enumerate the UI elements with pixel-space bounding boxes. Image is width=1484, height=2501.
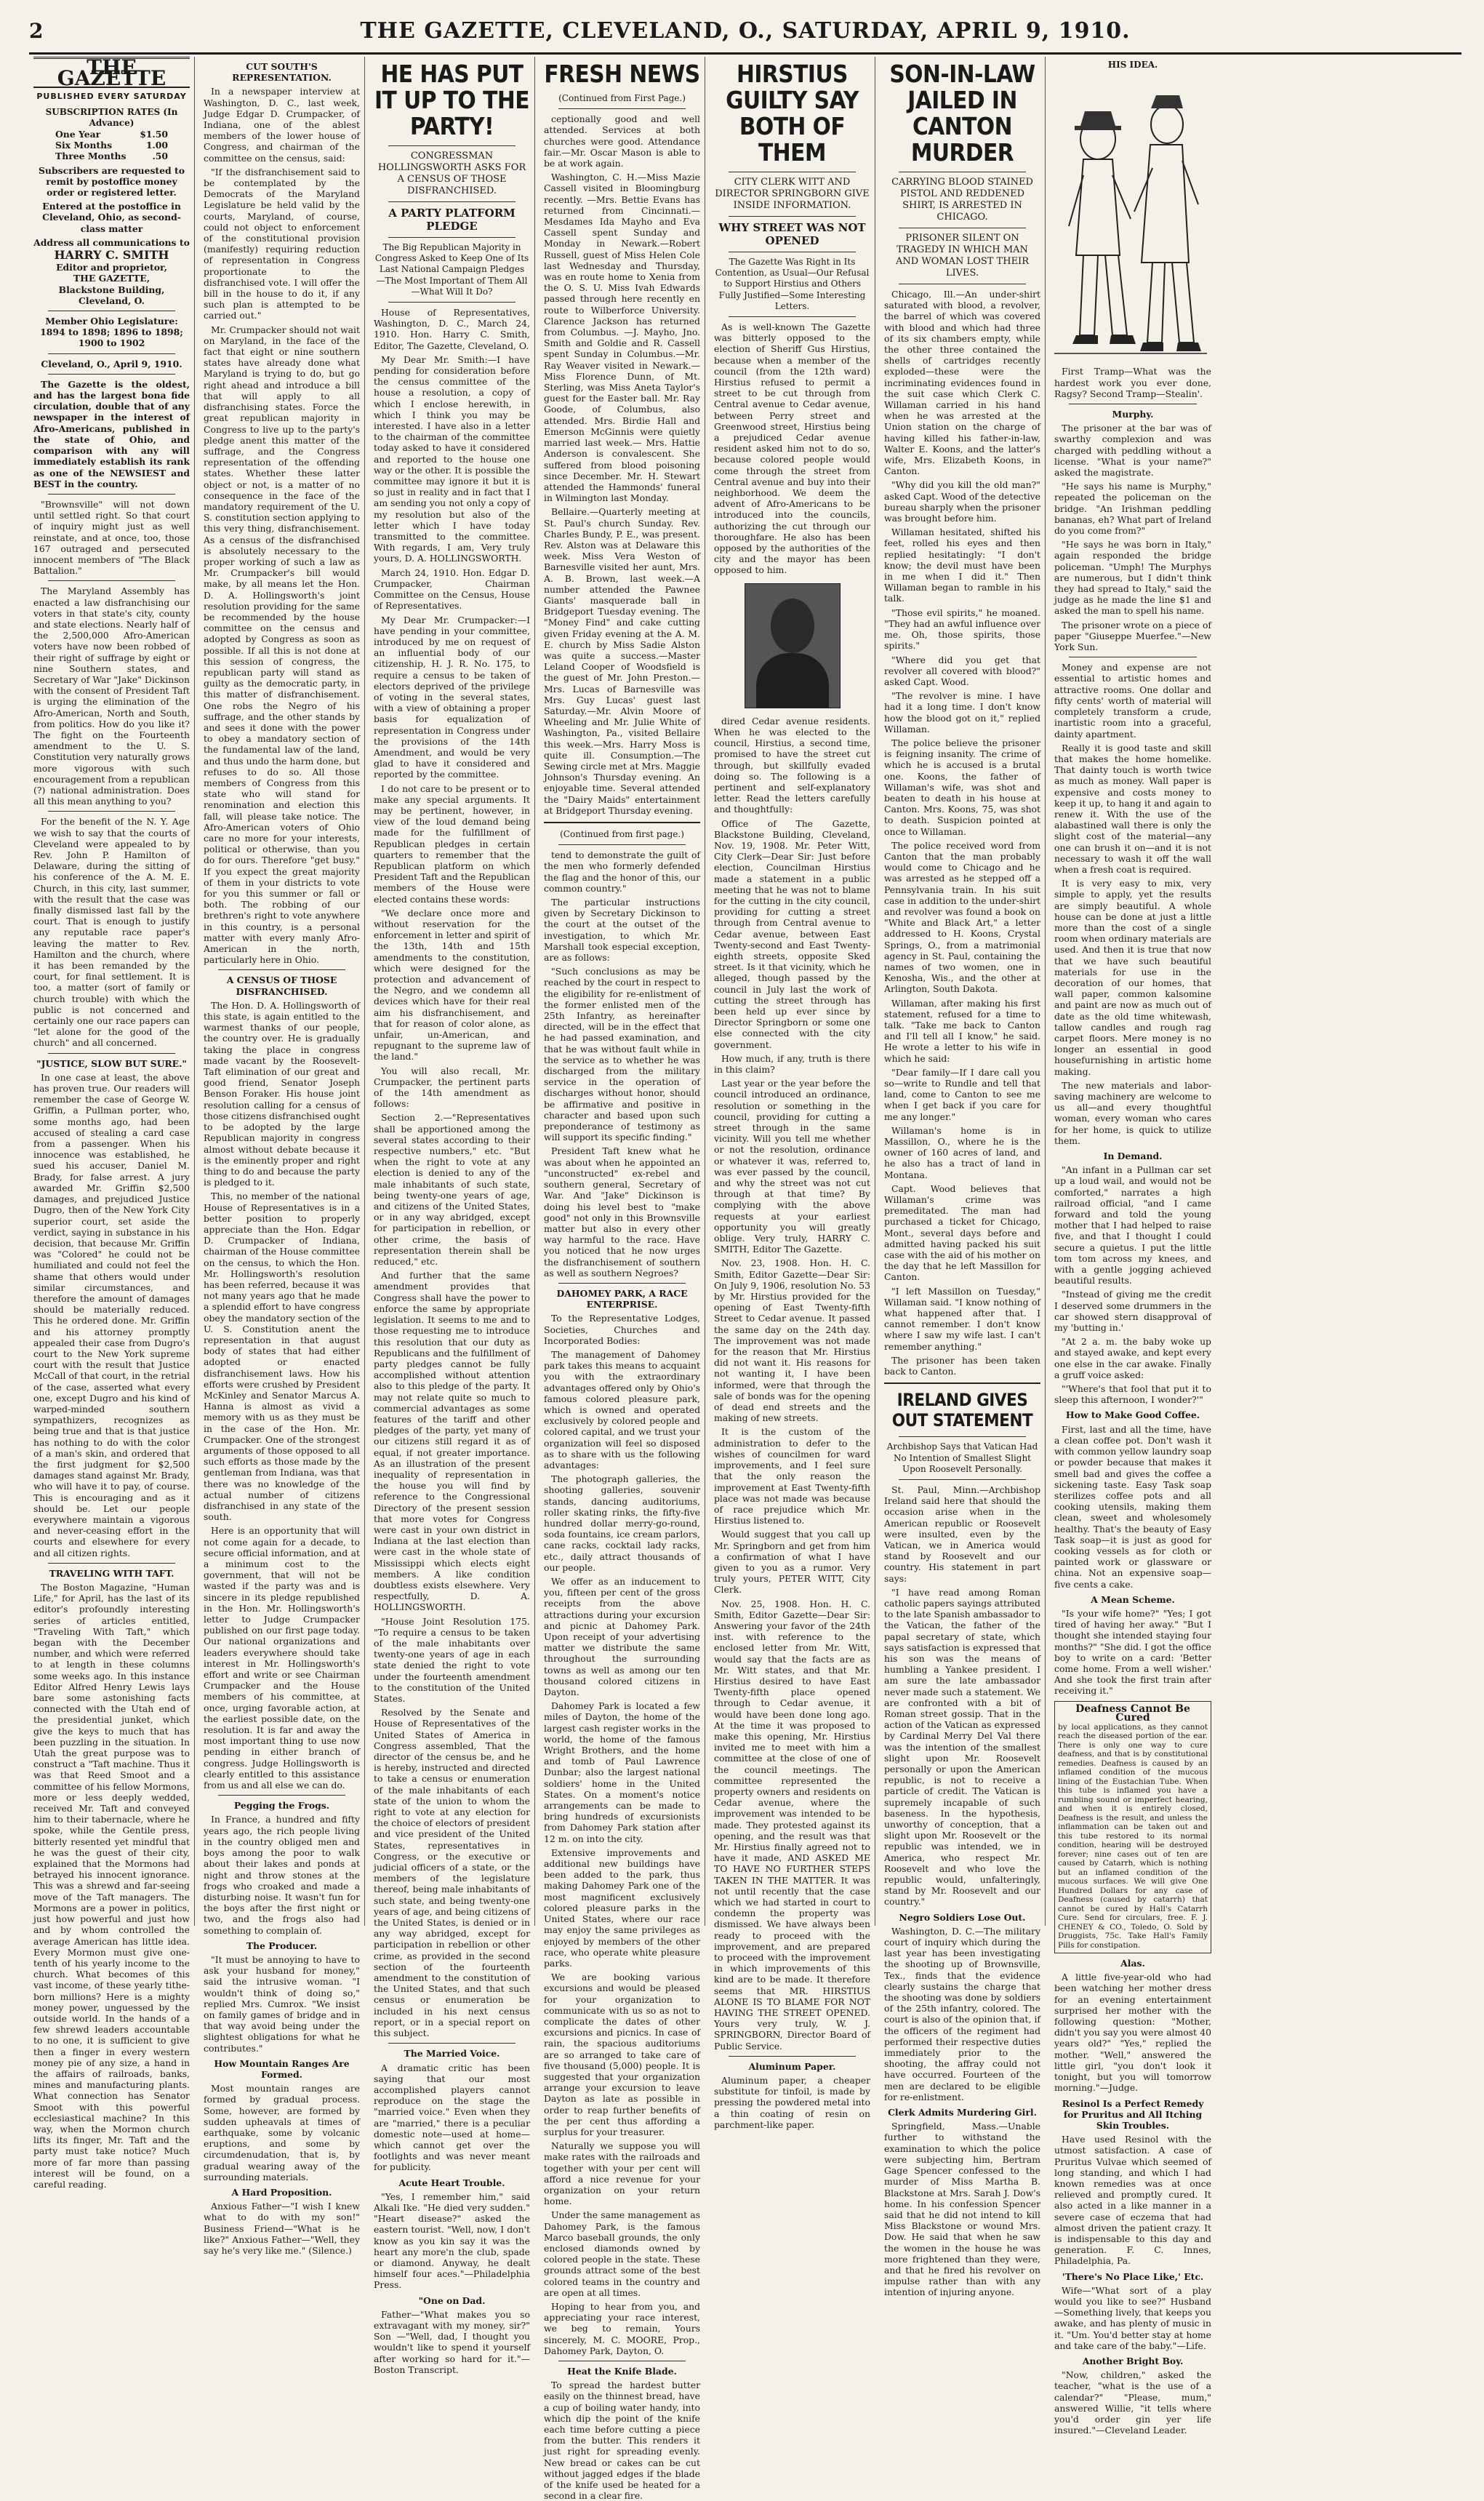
- paragraph: Aluminum paper, a cheaper substitute for tinfoil, is made by pressing the powdered metal into a thin coating of resin on parchment-like paper.: [714, 2075, 870, 2130]
- paragraph: House of Representatives, Washington, D. C., March 24, 1910. Hon. Harry C. Smith, Editor, The Gazette, Cleveland, O.: [374, 307, 530, 351]
- rates-title: SUBSCRIPTION RATES (In Advance): [45, 106, 178, 128]
- section-heading: Murphy.: [1112, 409, 1154, 420]
- paragraph: dired Cedar avenue residents. When he was elected to the council, Hirstius, a second time, promised to have the street cut through, but skillfully evaded doing so. The following is a pertinent and self-explanatory letter. Read the letters carefully and thoughtfully:: [714, 715, 870, 815]
- deck: A PARTY PLATFORM PLEDGE: [388, 207, 516, 233]
- tramps-cartoon-illustration: [1054, 73, 1207, 361]
- paragraph: Nov. 25, 1908. Hon. H. C. Smith, Editor Gazette—Dear Sir: Answering your favor of the 24th inst. with reference to the enclosed letter from Mr. Witt, would say that the facts are as Mr. Witt states, and that Mr. Hirstius desired to have East Twenty-fifth place opened through to Cedar avenue, it would have been done long ago. At the time it was proposed to make this opening, Mr. Hirstius invited me to meet with him a committee at the close of one of the council meetings. The committee represented the property owners and residents on Cedar avenue, where the improvement was intended to be made. They protested against its opening, and the result was that Mr. Hirstius finally agreed not to have it made, AND ASKED ME TO HAVE NO FURTHER STEPS TAKEN IN THE MATTER. It was not until recently that the case which we had started in court to condemn the property was dismissed. We have always been ready to proceed with the improvement, and are prepared to proceed with the improvement in which improvements of this kind are to be made. It therefore seems that MR. HIRSTIUS ALONE IS TO BLAME FOR NOT HAVING THE STREET OPENED. Yours very truly, W. J. SPRINGBORN, Director Board of Public Service.: [714, 1598, 870, 2052]
- ad-text: by local applications, as they cannot reach the diseased portion of the ear. There is only one way to cure deafness, and that is by constitutional remedies. Deafness is caused by an inflamed condition of the mucous lining of the Eustachian Tube. When this tube is inflamed you have a rumbling sound or imperfect hearing, and when it is entirely closed, Deafness is the result, and unless the inflammation can be taken out and this tube restored to its normal condition, hearing will be destroyed forever; nine cases out of ten are caused by Catarrh, which is nothing but an inflamed condition of the mucous surfaces. We will give One Hundred Dollars for any case of Deafness (caused by catarrh) that cannot be cured by Hall's Catarrh Cure. Send for circulars, free. F. J. CHENEY & CO., Toledo, O. Sold by Druggists, 75c. Take Hall's Family Pills for constipation.: [1058, 1722, 1208, 1950]
- paragraph: "He says his name is Murphy," repeated the policeman on the bridge. "An Irishman peddling bananas, eh? What part of Ireland do you come from?": [1054, 481, 1211, 537]
- paragraph: Willaman's home is in Massillon, O., where he is the owner of 160 acres of land, and he also has a tract of land in Montana.: [884, 1124, 1040, 1180]
- editor-name: HARRY C. SMITH: [54, 248, 169, 263]
- intro: The Gazette is the oldest, and has the largest bona fide circulation, double that of any newspaper in the interest of Afro-Americans, published in the state of Ohio, and comparison with any will immediately establish its rank as one of the NEWSIEST and BEST in the country.: [33, 378, 190, 489]
- paragraph: "Brownsville" will not down until settled right. So that court of inquiry might just as well reinstate, and at once, too, those 167 outraged and persecuted innocent members of "The Black Battalion.": [33, 498, 190, 577]
- paragraph: "Those evil spirits," he moaned. "They had an awful influence over me. Oh, those spirits, those spirits.": [884, 607, 1040, 652]
- paragraph: Willaman hesitated, shifted his feet, rolled his eyes and then replied hesitatingly: "I don't know; the devil must have been in me when I did it." Then Willaman began to ramble in his talk.: [884, 527, 1040, 604]
- paragraph: We offer as an inducement to you, fifteen per cent of the gross receipts from the above attractions during your excursion and picnic at Dahomey Park. Upon receipt of your advertising matter we distribute the same throughout the surrounding towns as well as among our ten thousand colored citizens in Dayton.: [544, 1576, 700, 1698]
- deck: CITY CLERK WITT AND DIRECTOR SPRINGBORN GIVE INSIDE INFORMATION.: [715, 177, 870, 211]
- masthead-title: THE GAZETTE, CLEVELAND, O., SATURDAY, APRIL 9, 1910.: [360, 17, 1131, 44]
- headline: FRESH NEWS: [544, 60, 700, 88]
- column-4: [540, 57, 705, 2501]
- paragraph: "Why did you kill the old man?" asked Capt. Wood of the detective bureau sharply when the prisoner was brought before him.: [884, 479, 1040, 524]
- deck: The Gazette Was Right in Its Contention, as Usual—Our Refusal to Support Hirstius and Others Fully Justified—Some Interesting Letters.: [715, 257, 870, 311]
- paragraph: I do not care to be present or to make any special arguments. It may be pertinent, however, in view of the loud demand being made for the fulfillment of Republican pledges in certain quarters to remember that the Republican platform on which President Taft and the Republican members of the House were elected contains these words:: [374, 783, 530, 905]
- section-heading: Clerk Admits Murdering Girl.: [888, 2107, 1037, 2118]
- paragraph: "Now, children," asked the teacher, "what is the use of a calendar?" "Please, mum," answered Willie, "it tells where you'd order gin yer life insured."—Cleveland Leader.: [1054, 2369, 1211, 2436]
- paragraph: We are booking various excursions and would be pleased for your organization to communicate with us so as not to complicate the dates of other excursions and picnics. In case of rain, the spacious auditoriums are so arranged to take care of five thousand (5,000) people. It is suggested that your organization arrange your excursion to leave Dayton as late as possible in order to reap further benefits of the per cent thus affording a surplus for your treasurer.: [544, 1972, 700, 2137]
- paragraph: The Maryland Assembly has enacted a law disfranchising our voters in that state's city, county and state elections. Nearly half of the 2,500,000 Afro-American voters have now been robbed of their right of suffrage by eight or nine Southern states, and Secretary of War "Jake" Dickinson with the consent of President Taft is urging the elimination of the Afro-American, North and South, from politics. How do you like it? The fight on the Fourteenth amendment to the U. S. Constitution very naturally grows more vigorous with such encouragement from a republican (?) national administration. Does all this mean anything to you?: [33, 585, 190, 807]
- paragraph: In France, a hundred and fifty years ago, the rich people living in the country obliged men and boys among the poor to walk about their lakes and ponds at night and throw stones at the frogs who croaked and made a disturbing noise. It wasn't fun for the boys after the first night or two, and the frogs also had something to complain of.: [204, 1814, 360, 1936]
- paper-name: THE GAZETTE,: [73, 273, 151, 284]
- column-6: [880, 57, 1046, 2298]
- paragraph: In a newspaper interview at Washington, D. C., last week, Judge Edgar D. Crumpacker, of Indiana, one of the ablest members of the lower house of Congress, and chairman of the committee on the census, said:: [204, 86, 360, 164]
- paragraph: "An infant in a Pullman car set up a loud wail, and would not be comforted," narrates a high railroad official, "and I came forward and told the young mother that I had helped to raise five, and that I thought I could secure a quietus. I put the little tom tom across my knees, and with a gentle jogging achieved beautiful results.: [1054, 1164, 1211, 1286]
- paragraph: The Hon. D. A. Hollingsworth of this state, is again entitled to the warmest thanks of our people, the country over. He is gradually taking the place in congress made vacant by the Roosevelt-Taft elimination of our great and good friend, Senator Joseph Benson Foraker. His house joint resolution calling for a census of those citizens disfranchised ought to be adopted by the large Republican majority in congress almost without debate because it is the eminently proper and right thing to do and because the party is pledged to it.: [204, 999, 360, 1188]
- section-heading: DAHOMEY PARK, A RACE ENTERPRISE.: [556, 1287, 688, 1310]
- column-3: [369, 57, 535, 2375]
- paragraph: The police believe the prisoner is feigning insanity. The crime of which he is accused is a brutal one. Koons, the father of Willaman's wife, was shot and beaten to death in his house at Canton. Mrs. Koons, 75, was shot to death. Suspicion pointed at once to Willaman.: [884, 737, 1040, 837]
- section-heading: TRAVELING WITH TAFT.: [49, 1567, 175, 1579]
- continued-note: (Continued from First Page.): [558, 93, 686, 103]
- paragraph: Here is an opportunity that will not come again for a decade, to secure official information, and at a minimum cost to the government, that will not be wasted if the party was and is sincere in its pledge republished in the Hon. Mr. Hollingsworth's letter to Judge Crumpacker published on our first page today. Our national organizations and leaders everywhere should take interest in Mr. Hollingsworth's effort and write or see Chairman Crumpacker and the House members of his committee, at once, urging favorable action, at the earliest possible date, on the resolution. It is far and away the most important thing to use now pending in either branch of congress. Judge Hollingsworth is clearly entitled to this assistance from us and all else we can do.: [204, 1525, 360, 1791]
- section-heading: "One on Dad.: [418, 2294, 486, 2306]
- paragraph: "The revolver is mine. I have had it a long time. I don't know how the blood got on it," replied Willaman.: [884, 690, 1040, 735]
- deck: The Big Republican Majority in Congress Asked to Keep One of Its Last National Campaign Pledges —The Most Important of Them All—What Will It Do?: [374, 242, 529, 297]
- member-note: Member Ohio Legislature: 1894 to 1898; 1896 to 1898; 1900 to 1902: [40, 316, 183, 349]
- paragraph: "I left Massillon on Tuesday," Willaman said. "I know nothing of what happened after that. I cannot remember. I don't know where I saw my wife last. I can't remember anything.": [884, 1285, 1040, 1352]
- paragraph: A little five-year-old who had been watching her mother dress for an evening entertainment surprised her mother with the following question: "Mother, didn't you say you were almost 40 years old?" "Yes," replied the mother. "Well," answered the little girl, "you don't look it tonight, but you will tomorrow morning."—Judge.: [1054, 1972, 1211, 2094]
- paragraph: Springfield, Mass.—Unable further to withstand the examination to which the police were subjecting him, Bertram Gage Spencer confessed to the murder of Miss Martha B. Blackstone at Mrs. Sarah J. Dow's home. In his confession Spencer said that he did not intend to kill Miss Blackstone or wound Mrs. Dow. He said that when he saw the women in the house he was more frightened than they were, and that he fired his revolver on impulse rather than with any intention of injuring anyone.: [884, 2121, 1040, 2298]
- paragraph: The management of Dahomey park takes this means to acquaint you with the extraordinary advantages offered only by Ohio's famous colored pleasure park, which is owned and operated exclusively by colored people and colored capital, and we trust your organization will feel so disposed as to share with us the following advantages:: [544, 1348, 700, 1470]
- paragraph: A dramatic critic has been saying that our most accomplished players cannot reproduce on the stage the "married voice." Even when they are "married," there is a peculiar domestic note—used at home—which cannot get over the footlights and was never meant for publicity.: [374, 2062, 530, 2173]
- paragraph: Money and expense are not essential to artistic homes and attractive rooms. One dollar and fifty cents' worth of material will completely transform a crude, inartistic room into a graceful, dainty apartment.: [1054, 662, 1211, 740]
- paragraph: My Dear Mr. Smith:—I have pending for consideration before the census committee of the house a resolution, a copy of which I enclose herewith, in which I think you may be interested. I have also in a letter to the chairman of the committee today asked to have it considered and reported to the house one way or the other. It is possible the committee may ignore it but it is so just in reality and in fact that I am sending you not only a copy of my resolution but also of the letter which I have today transmitted to the committee. With regards, I am, Very truly yours, D. A. HOLLINGSWORTH.: [374, 353, 530, 564]
- paragraph: Naturally we suppose you will make rates with the railroads and together with your per cent will afford a nice revenue for your organization on your return home.: [544, 2140, 700, 2207]
- paragraph: Resolved by the Senate and House of Representatives of the United States of America in Congress assembled, That the director of the census be, and he is hereby, instructed and directed to take a census or enumeration of the male inhabitants of each state of the union to whom the right to vote at any election for the choice of electors of president and vice president of the United States, representatives in Congress, or the executive or judicial officers of a state, or the members of the legislature thereof, being male inhabitants of such state, and being twenty-one years of age, and being citizens of the United States, is denied or in any way abridged, except for participation in rebellion or other crime, as provided in the second section of the fourteenth amendment to the constitution of the United States, and that such census or enumeration be included in his next census report, or in a special report on this subject.: [374, 1707, 530, 2039]
- paragraph: "It must be annoying to have to ask your husband for money," said the intrusive woman. "I wouldn't think of doing so," replied Mrs. Cumrox. "We insist on family games of bridge and in that way avoid being under the slightest obligations for what he contributes.": [204, 1953, 360, 2054]
- paragraph: Would suggest that you call up Mr. Springborn and get from him a confirmation of what I have given to you as a rumor. Very truly yours, PETER WITT, City Clerk.: [714, 1529, 870, 1596]
- paragraph: tend to demonstrate the guilt of the men who formerly defended the flag and the honor of this, our common country.": [544, 849, 700, 894]
- paragraph: For the benefit of the N. Y. Age we wish to say that the courts of Cleveland were appealed to by Rev. John P. Hamilton of Delaware, during the sitting of his conference of the A. M. E. Church, in this city, last summer, with the result that the case was finally dismissed last fall by the court. That is enough to justify any reputable race paper's leaving the matter to Rev. Hamilton and the church, where it has been remanded by the court, for final settlement. It is too, a matter (sort of family or church trouble) with which the public is not concerned and certainly one our race papers can "let alone for the good of the church" and all concerned.: [33, 816, 190, 1049]
- deafness-advertisement: [1054, 1701, 1211, 1954]
- section-heading: "JUSTICE, SLOW BUT SURE.": [36, 1057, 187, 1069]
- section-heading: Negro Soldiers Lose Out.: [899, 1911, 1026, 1923]
- paragraph: The police received word from Canton that the man probably would come to Chicago and he was arrested as he stepped off a Pennsylvania train. In his suit case in addition to the under-shirt and revolver was found a book on "White and Black Art," a letter addressed to H. Koons, Crystal Springs, O., from a matrimonial agency in St. Paul, containing the names of two women, one in Kenosha, Wis., and the other at Arlington, South Dakota.: [884, 839, 1040, 995]
- deck: WHY STREET WAS NOT OPENED: [718, 221, 866, 247]
- paragraph: "I have read among Roman catholic papers sayings attributed to the late Spanish ambassador to the Vatican, the father of the papal secretary of state, which says satisfaction is expressed that his son was the means of humbling a Yankee president. I am sure the late ambassador never made such a statement. We are confronted with a bit of Roman street gossip. That in the action of the Vatican as expressed by Cardinal Merry Del Val there was the intention of the smallest slight upon Mr. Roosevelt personally or upon the American republic, is not to receive a particle of credit. The Vatican is supremely incapable of such baseness. In the hypothesis, unworthy of conception, that a slight upon Mr. Roosevelt or the republic was intended, we in America, who respect Mr. Roosevelt and who love the republic would, unfalteringly, stand by Mr. Roosevelt and our country.": [884, 1586, 1040, 1908]
- paragraph: St. Paul, Minn.—Archbishop Ireland said here that should the occasion arise when in the American republic or Roosevelt were insulted, even by the Vatican, we in America would stand by Roosevelt and our country. His statement in part says:: [884, 1484, 1040, 1584]
- section-heading: Aluminum Paper.: [748, 2060, 836, 2072]
- paragraph: Washington, D. C.—The military court of inquiry which during the last year has been investigating the shooting up of Brownsville, Tex., finds that the evidence clearly sustains the charge that the shooting was done by soldiers of the 25th infantry, colored. The court is also of the opinion that, if the officers of the regiment had performed their respective duties immediately prior to the shooting, the affray could not have occurred. Fourteen of the men are declared to be eligible for re-enlistment.: [884, 1925, 1040, 2102]
- address-line: Address all communications to: [33, 236, 190, 248]
- section-heading: Another Bright Boy.: [1082, 2355, 1184, 2366]
- paragraph: "If the disfranchisement said to be contemplated by the Democrats of the Maryland Legislature be held valid by the courts, Maryland, of course, could not object to enforcement of the constitutional provision (manifestly) requiring reduction of representation in Congress proportionate to the disfranchised vote. I will offer the bill in the house to do it, if any such plan is attempted to be carried out.": [204, 166, 360, 321]
- columns: [29, 55, 1461, 2501]
- rate-row: Six Months 1.00: [55, 140, 168, 151]
- paragraph: "House Joint Resolution 175. "To require a census to be taken of the male inhabitants over twenty-one years of age in each state denied the right to vote under the fourteenth amendment to the constitution of the United States.: [374, 1615, 530, 1704]
- headline: SON-IN-LAW JAILED IN CANTON MURDER: [889, 60, 1035, 167]
- paragraph: "Yes, I remember him," said Alkali Ike. "He died very sudden." "Heart disease?" asked the eastern tourist. "Well, now, I don't know as you kin say it was the heart any more'n the club, spade or diamond. Anyway, he dealt himself four aces."—Philadelphia Press.: [374, 2190, 530, 2291]
- paragraph: My Dear Mr. Crumpacker:—I have pending in your committee, introduced by me on request of an influential body of our citizenship, H. J. R. No. 175, to require a census to be taken of electors deprived of the privilege of voting in the several states, with a view of obtaining a proper basis for equalization of representation in Congress under the provisions of the 14th Amendment, and would be very glad to have it considered and reported by the committee.: [374, 614, 530, 780]
- page-number: 2: [29, 18, 44, 43]
- section-heading: Heat the Knife Blade.: [567, 2366, 677, 2377]
- paragraph: "'Where's that fool that put it to sleep this afternoon, I wonder?'": [1054, 1383, 1211, 1406]
- paragraph: To spread the hardest butter easily on the thinnest bread, have a cup of boiling water handy, into which dip the point of the knife each time before cutting a piece from the butter. This renders it just right for spreading evenly. New bread or cakes can be cut without jagged edges if the blade of the knife used be heated for a second in a clear fire.: [544, 2380, 700, 2501]
- section-heading: Acute Heart Trouble.: [398, 2177, 505, 2188]
- paragraph: It is the custom of the administration to defer to the wishes of councilmen for ward improvements, and I feel sure that the only reason the improvement at East Twenty-fifth place was not made was because of race prejudice which Mr. Hirstius listened to.: [714, 1426, 870, 1526]
- paragraph: Mr. Crumpacker should not wait on Maryland, in the face of the fact that eight or nine southern states have already done what Maryland is trying to do, but go right ahead and introduce a bill that will apply to all disfranchising states. Force the great republican majority in Congress to live up to the party's pledge anent this matter of the suffrage, and the Congress representation of the offending states. Whether these latter object or not, is a matter of no consequence in the face of the mandatory requirement of the U. S. constitution section applying to this very thing, disfranchisement. As a census of the disfranchised is absolutely necessary to the proper working of such a law as Mr. Crumpacker's bill would make, by all means let the Hon. D. A. Hollingsworth's joint resolution providing for the same be recommended by the house committee on the census and adopted by Congress as soon as possible. If all this is not done at this session of congress, the republican party will stand as guilty as the democratic party, in this matter of disfranchisement. One robs the Negro of his suffrage, and the other stands by and sees it done with the power to obey a mandatory section of the fundamental law of the land, and thus undo the harm done, but refuses to do so. All those members of Congress from this state who will stand for renomination and election this fall, will please take notice. The Afro-American voters of Ohio care no more for your interests, political or otherwise, than you do for ours. Therefore "get busy." If you expect the great majority of them in your districts to vote for you this summer or fall or both. The robbing of our brethren's right to vote anywhere in this country, is a personal matter with every manly Afro-American in the north, particularly here in Ohio.: [204, 324, 360, 966]
- paragraph: "He says he was born in Italy," again responded the bridge policeman. "Umph! The Murphys are numerous, but I didn't think they had spread to Italy," said the judge as he made the line $1 and asked the man to spell his name.: [1054, 539, 1211, 617]
- paragraph: "Is your wife home?" "Yes; I got tired of having her away." "But I thought she intended staying four months?" "She did. I got the office boy to write on a card: 'Better come home. From a well wisher.' And she took the first train after receiving it.": [1054, 1607, 1211, 1697]
- paragraph: Office of The Gazette, Blackstone Building, Cleveland, Nov. 19, 1908. Mr. Peter Witt, City Clerk—Dear Sir: Just before election, Councilman Hirstius made a statement in a public meeting that he was not to blame for the cutting in the city council, providing for cutting a street through from Central avenue to Cedar avenue, between East Twenty-second and East Twenty-eighth streets, opposite Sked street. Is it that vicinity, which he alleged, though passed by the council in July last the work of cutting the street through has been held up ever since by Director Springborn or some one else connected with the city government.: [714, 817, 870, 1050]
- cartoon-caption: First Tramp—What was the hardest work you ever done, Ragsy? Second Tramp—Stealin'.: [1054, 366, 1211, 399]
- building: Blackstone Building, Cleveland, O.: [58, 284, 165, 306]
- newspaper-page: [29, 9, 1461, 2501]
- paragraph: Wife—"What sort of a play would you like to see?" Husband—Something lively, that keeps you awake, and has plenty of music in it. "Um. You'd better stay at home and take care of the baby."—Life.: [1054, 2284, 1211, 2351]
- paragraph: Father—"What makes you so extravagant with my money, sir?" Son —"Well, dad, I thought you wouldn't like to spend it yourself after working so hard for it."—Boston Transcript.: [374, 2308, 530, 2375]
- paragraph: "Where did you get that revolver all covered with blood?" asked Capt. Wood.: [884, 654, 1040, 687]
- column-2: [199, 57, 365, 2256]
- paragraph: Willaman, after making his first statement, refused for a time to talk. "Take me back to Canton and I'll tell all I know," he said. He wrote a letter to his wife in which he said:: [884, 997, 1040, 1064]
- paragraph: Washington, C. H.—Miss Mazie Cassell visited in Bloomingburg recently. —Mrs. Bettie Evans has returned from Cincinnati.—Mesdames Ida Mayho and Eva Cassell spent Sunday and Monday in Newark.—Robert Russell, guest of Miss Helen Cole last Wednesday and Thursday, was en route home to Xenia from the O. S. U. Miss Ivah Edwards passed through here recently en route to Wilberforce University. Clarence Jackson has returned from Columbus. —J. Mayho, Jno. Smith and Goldie and R. Cassell spent Sunday in Columbus.—Mr. Ray Weaver visited in Newark.—Miss Florence Dunn, of Mt. Sterling, was Miss Aneta Taylor's guest for the Easter ball. Mr. Ray Goode, of Columbus, also attended. Mrs. Birdie Hall and Emerson McGinnis were quietly married last week.— Mrs. Hattie Anderson is convalescent. She suffered from blood poisoning since December. Mr. H. Stewart attended the Hammonds' funeral in Wilmington last Monday.: [544, 172, 700, 504]
- subscriber-note: Subscribers are requested to remit by postoffice money order or registered letter.: [38, 164, 185, 199]
- deck: Archbishop Says that Vatican Had No Intention of Smallest Slight Upon Roosevelt Personally.: [886, 1441, 1038, 1474]
- paragraph: As is well-known The Gazette was bitterly opposed to the election of Sheriff Gus Hirstius, because when a member of the council (from the 12th ward) Hirstius refused to permit a street to be cut through from Central avenue to Cedar avenue, between Perry street and Greenwood street, Hirstius being a prejudiced Cedar avenue resident asked him not to do so, because colored people would come through the street from Central avenue and buy into their neighborhood. We deem the advent of Afro-Americans to be introduced into the councils, authorizing the cut through our thoroughfare. He also has been opposed by the authorities of the city and the mayor has been opposed to him.: [714, 321, 870, 576]
- section-heading: 'There's No Place Like,' Etc.: [1062, 2270, 1204, 2282]
- paragraph: Section 2.—"Representatives shall be apportioned among the several states according to their respective numbers," etc. "But when the right to vote at any election is denied to any of the male inhabitants of such state, being twenty-one years of age, and citizens of the United States, or in any way abridged, except for participation in rebellion, or other crime, the basis of representation therein shall be reduced," etc.: [374, 1112, 530, 1268]
- paragraph: The prisoner at the bar was of swarthy complexion and was charged with peddling without a license. "What is your name?" asked the magistrate.: [1054, 423, 1211, 479]
- headline: IRELAND GIVES OUT STATEMENT: [891, 1390, 1033, 1431]
- section-heading: Pegging the Frogs.: [233, 1800, 330, 1812]
- nameplate-sub: PUBLISHED EVERY SATURDAY: [36, 92, 187, 102]
- continued-note: (Continued from first page.): [560, 829, 684, 839]
- paragraph: The Boston Magazine, "Human Life," for April, has the last of its editor's profoundly interesting series of articles entitled, "Traveling With Taft," which began with the December number, and which were referred to at length in these columns some weeks ago. In this instance Editor Alfred Henry Lewis lays bare some astonishing facts connected with the Utah end of the presidential junket, which give the keys to much that has been puzzling in the situation. In Utah the great purpose was to construct a "Taft machine. Thus it was that Reed Smoot and a committee of his fellow Mormons, more or less deeply wedded, received Mr. Taft and conveyed him to their tabernacle, where he spoke, while the Gentile press, bitterly resented yet mindful that he was the guest of their city, explained that the Mormons had betrayed his innocent ignorance. This was a shrewd and far-seeing move of the Taft managers. The Mormons are a power in politics, just how powerful and just how and by whom controlled the average American has little idea. Every Mormon must give one-tenth of his yearly income to the church. What becomes of this vast income, of these yearly tithe-born millions? Here is a mighty money power, unguessed by the outside world. In the hands of a few shrewd leaders accountable to no one, it is sufficient to give then a finger in every western money pie of any size, a hand in the affairs of railroads, banks, mines and manufacturing plants. What connection has Senator Smoot with this powerful ecclesiastical machine? In this way, when the Mormon church lifts its finger, Mr. Taft and the party must take notice? Much more of far more than passing interest will be found, on a careful reading.: [33, 1582, 190, 2190]
- editor-role: Editor and proprietor,: [56, 262, 167, 273]
- headline: HIRSTIUS GUILTY SAY BOTH OF THEM: [726, 60, 859, 167]
- paragraph: And further that the same amendment provides that Congress shall have the power to enforce the same by appropriate legislation. It seems to me and to those requesting me to introduce this resolution that our duty as Republicans and the fulfillment of party pledges cannot be fully accomplished without attention also to this pledge of the party. It may not relate quite so much to commercial advantages as some features of the tariff and other pledges of the party, yet many of our citizens still regard it as of equal, if not greater importance. As an illustration of the present inequality of representation in the house you will find by reference to the Congressional Directory of the present session that more votes for Congress were cast in your own district in Indiana at the last election than were cast in the whole state of Mississippi which elects eight members. A like condition doubtless exists elsewhere. Very respectfully, D. A. HOLLINGSWORTH.: [374, 1270, 530, 1613]
- section-heading: A Mean Scheme.: [1091, 1593, 1175, 1605]
- paragraph: You will also recall, Mr. Crumpacker, the pertinent parts of the 14th amendment as follows:: [374, 1065, 530, 1110]
- paragraph: Have used Resinol with the utmost satisfaction. A case of Pruritus Vulvae which seemed of long standing, and which I had known remedies was at once relieved and promptly cured. It also acted in a like manner in a severe case of eczema that had almost driven the patient crazy. It is indispensable to this day and generation. F. C. Innes, Philadelphia, Pa.: [1054, 2134, 1211, 2267]
- column-5: [710, 57, 875, 2130]
- paragraph: President Taft knew what he was about when he appointed an "unconstructed" ex-rebel and southern general, Secretary of War. And "Jake" Dickinson is doing his level best to "make good" not only in this Brownsville matter but also in every other way harmful to the race. Have you noticed that he now urges the disfranchisement of southern as well as southern Negroes?: [544, 1145, 700, 1278]
- paragraph: To the Representative Lodges, Societies, Churches and Incorporated Bodies:: [544, 1313, 700, 1346]
- paragraph: "We declare once more and without reservation for the enforcement in letter and spirit of the 13th, 14th and 15th amendments to the constitution, which were designed for the protection and advancement of the Negro, and we condemn all devices which have for their real aim his disfranchisement, and that for reason of color alone, as unfair, un-American, and repugnant to the supreme law of the land.": [374, 907, 530, 1063]
- section-heading: In Demand.: [1103, 1151, 1163, 1162]
- headline: HE HAS PUT IT UP TO THE PARTY!: [374, 60, 529, 140]
- deck: PRISONER SILENT ON TRAGEDY IN WHICH MAN AND WOMAN LOST THEIR LIVES.: [896, 233, 1029, 279]
- column-7: [1050, 57, 1216, 2436]
- paragraph: In one case at least, the above has proven true. Our readers will remember the case of George W. Griffin, a Pullman porter, who, some months ago, had been accused of stealing a card case from a passenger. When his innocence was established, he sued his accuser, Daniel M. Brady, for false arrest. A jury awarded Mr. Griffin $2,500 damages, and prejudiced Justice Dugro, then of the New York City superior court, set aside the verdict, saying in substance in his decision, that because Mr. Griffin was "Colored" he could not be humiliated and could not feel the shame that others would under similar circumstances, and therefore the amount of damages should be materially reduced. This he ordered done. Mr. Griffin and his attorney promptly appealed their case from Dugro's court to the New York supreme court with the result that Justice McCall of that court, in the retrial of the case, asserted what every one, except Dugro and his kind of warped-minded southern sympathizers, recognizes as being true and that is that justice has nothing to do with the color of a man's skin, and ordered that the first judgment for $2,500 damages stand against Mr. Brady, who will have it to pay, of course. This is encouraging and as it should be. Let our people everywhere maintain a vigorous and never-ceasing effort in the courts and elsewhere for every and all citizen rights.: [33, 1071, 190, 1558]
- section-heading: How to Make Good Coffee.: [1065, 1409, 1200, 1421]
- paragraph: The prisoner has been taken back to Canton.: [884, 1354, 1040, 1377]
- paragraph: Nov. 23, 1908. Hon. H. C. Smith, Editor Gazette—Dear Sir: On July 9, 1906, resolution No. 53 by Mr. Hirstius provided for the opening of East Twenty-fifth Street to Cedar avenue. It passed the same day on the 24th day. The improvement was not made for the reason that Mr. Hirstius did not want it. His reasons for not wanting it, I have been informed, were that through the sale of bonds was for the opening of dead end streets and the making of new streets.: [714, 1257, 870, 1424]
- portrait-photo: [745, 583, 841, 708]
- entered-note: Entered at the postoffice in Cleveland, Ohio, as second-class matter: [42, 201, 181, 234]
- paragraph: Chicago, Ill.—An under-shirt saturated with blood, a revolver, the barrel of which was covered with blood and which had three of its six chambers empty, while the other three contained the shells of cartridges recently exploded—these were the incriminating evidences found in the suit case which Clerk C. Willaman carried in his hand when he was arrested at the Union station on the charge of having killed his father-in-law, Walter E. Koons, and the latter's wife, Mrs. Elizabeth Koons, in Canton.: [884, 289, 1040, 477]
- column-1: [29, 55, 195, 2190]
- rate-row: Three Months .50: [55, 151, 168, 162]
- deck: CARRYING BLOOD STAINED PISTOL AND REDDENED SHIRT, IS ARRESTED IN CHICAGO.: [891, 177, 1033, 223]
- section-heading: The Married Voice.: [404, 2048, 500, 2060]
- section-heading: A CENSUS OF THOSE DISFRANCHISED.: [226, 975, 337, 997]
- section-heading: Alas.: [1120, 1958, 1145, 1969]
- paragraph: Bellaire.—Quarterly meeting at St. Paul's church Sunday. Rev. Charles Bundy, P. E., was present. Rev. Alston was at Delaware this week. Miss Vera Weston of Barnesville visited her aunt, Mrs. A. B. Brown, last week.—A number attended the Pawnee Giants' masquerade ball in Bridgeport Tuesday evening. The "Money Find" and cake cutting given Friday evening at the A. M. E. church by Miss Sadie Alston was quite a success.—Master Leland Cooper of Woodsfield is the guest of Mr. John Preston.—Mrs. Lucas of Barnesville was Mrs. Guy Lucas' guest last Saturday.—Mr. Alvin Moore of Wheeling and Mr. Julie White of Washington, Pa., visited Bellaire this week.—Mrs. Harry Moss is quite ill. Consumption.—The Sewing circle met at Mrs. Maggie Johnson's Thursday evening. An enjoyable time. Several attended the "Dairy Maids" entertainment at Bridgeport Thursday evening.: [544, 506, 700, 816]
- section-heading: A Hard Proposition.: [231, 2186, 332, 2198]
- paragraph: March 24, 1910. Hon. Edgar D. Crumpacker, Chairman Committee on the Census, House of Representatives.: [374, 567, 530, 612]
- paragraph: Anxious Father—"I wish I knew what to do with my son!" Business Friend—"What is he like?" Anxious Father—"Well, they say he's very like me." (Silence.): [204, 2201, 360, 2256]
- deck: CONGRESSMAN HOLLINGSWORTH ASKS FOR A CENSUS OF THOSE DISFRANCHISED.: [377, 151, 526, 196]
- ad-title: Deafness Cannot Be Cured: [1075, 1702, 1190, 1724]
- cartoon-title: HIS IDEA.: [1107, 60, 1158, 70]
- paragraph: The new materials and labor-saving machinery are welcome to us all—and every thoughtful woman, every woman who cares for her home, is quick to utilize them.: [1054, 1079, 1211, 1146]
- paragraph: First, last and all the time, have a clean coffee pot. Don't wash it with common yellow laundry soap or powder because that makes it smell bad and gives the coffee a sickening taste. Easy Task soap sterilizes coffee pots and all cooking utensils, making them clean, sweet and wholesomely healthy. That's the beauty of Easy Task soap—it is just as good for cooking vessels as for cloth or painted work or glassware or china. Not an expensive soap—five cents a cake.: [1054, 1423, 1211, 1590]
- section-heading: How Mountain Ranges Are Formed.: [214, 2057, 350, 2080]
- paragraph: Capt. Wood believes that Willaman's crime was premeditated. The man had purchased a ticket for Chicago, Mont., several days before and admitted having packed his suit case with the aid of his mother on the day that he left Massillon for Canton.: [884, 1183, 1040, 1283]
- rate-row: One Year $1.50: [55, 129, 168, 140]
- paragraph: Under the same management as Dahomey Park, is the famous Marco baseball grounds, the only enclosed diamonds owned by colored people in the state. These grounds attract some of the best colored teams in the country and are open at all times.: [544, 2209, 700, 2298]
- masthead: [29, 9, 1461, 55]
- paragraph: Last year or the year before the council introduced an ordinance, resolution or something in the council, providing for cutting a street through in the same vicinity. Will you tell me whether or not the resolution, ordinance or whatever it was, referred to, was ever passed by the council, and why the street was not cut through at that time? By complying with the above requests at your earliest opportunity you will greatly oblige. Very truly, HARRY C. SMITH, Editor The Gazette.: [714, 1078, 870, 1255]
- paragraph: Dahomey Park is located a few miles of Dayton, the home of the largest cash register works in the world, the home of the famous Wright Brothers, and the home and tomb of Paul Lawrence Dunbar; also the largest national soldiers' home in the United States. On a moment's notice arrangements can be made to bring hundreds of excursionists from Dahomey Park station after 12 m. on into the city.: [544, 1700, 700, 1844]
- section-heading: The Producer.: [246, 1940, 318, 1951]
- section-heading: CUT SOUTH'S REPRESENTATION.: [232, 61, 332, 84]
- paragraph: It is very easy to mix, very simple to apply, yet the results are simply beautiful. A whole house can be done at just a little more than the cost of a single room when ordinary materials are used. And then it is true that now that we have such beautiful materials for use in the decoration of our homes, that wall paper, common kalsomine and paint are now as much out of date as the old time whitewash, tallow candles and rough rag carpet floors. Mere money is no longer an essential in good housefurnishing in artistic home making.: [1054, 878, 1211, 1077]
- paragraph: Really it is good taste and skill that makes the home homelike. That dainty touch is worth twice as much as money. Wall paper is expensive and costs money to keep it up, to hang it and again to renew it. With the use of the alabastined wall there is only the slight cost of the material—any one can brush it on—and it is not necessary to wash it off the wall when a fresh coat is required.: [1054, 742, 1211, 875]
- dateline: Cleveland, O., April 9, 1910.: [41, 358, 183, 369]
- paragraph: Hoping to hear from you, and appreciating your race interest, we beg to remain, Yours sincerely, M. C. MOORE, Prop., Dahomey Park, Dayton, O.: [544, 2301, 700, 2356]
- paragraph: Most mountain ranges are formed by gradual process. Some, however, are formed by sudden upheavals at times of earthquake, some by volcanic eruptions, and some by circumdenudation, that is, by gradual wearing away of the surrounding materials.: [204, 2083, 360, 2182]
- paragraph: "Such conclusions as may be reached by the court in respect to the eligibility for re-enlistment of the former enlisted men of the 25th Infantry, as hereinafter directed, will be in the effect that he had passed examination, and that he was without fault while in the service as to whether he was discharged from the military service in the operation of discharges without honor, should be affirmative and positive in character and based upon such preponderance of testimony as will support its specific finding.": [544, 966, 700, 1143]
- nameplate: THE GAZETTE: [33, 57, 190, 88]
- paragraph: The particular instructions given by Secretary Dickinson to the court at the outset of the investigation, to which Mr. Marshall took especial exception, are as follows:: [544, 897, 700, 964]
- paragraph: The prisoner wrote on a piece of paper "Giuseppe Muerfee."—New York Sun.: [1054, 619, 1211, 653]
- paragraph: ceptionally good and well attended. Services at both churches were good. Attendance fair.—Mr. Oscar Mason is able to be at work again.: [544, 113, 700, 169]
- paragraph: "At 2 a. m. the baby woke up and stayed awake, and kept every one else in the car awake. Finally a gruff voice asked:: [1054, 1336, 1211, 1380]
- paragraph: This, no member of the national House of Representatives is in a better position to properly appreciate than the Hon. Edgar D. Crumpacker of Indiana, chairman of the House committee on the census, to which the Hon. Mr. Hollingsworth's resolution has been referred, because it was not many years ago that he made a splendid effort to have congress obey the mandatory section of the U. S. Constitution anent the representation in that august body of states that had either adopted or enacted disfranchisement laws. How his efforts were crushed by President McKinley and Senator Marcus A. Hanna is almost as vivid a memory with us as they must be in the case of the Hon. Mr. Crumpacker. One of the strongest arguments of those opposed to all such efforts as those made by the gentleman from Indiana, was that there was no knowledge of the actual number of citizens disfranchised in any state of the south.: [204, 1191, 360, 1523]
- paragraph: How much, if any, truth is there in this claim?: [714, 1052, 870, 1075]
- paragraph: "Instead of giving me the credit I deserved some drummers in the car showed stern disapproval of my 'butting in.': [1054, 1289, 1211, 1334]
- section-heading: Resinol Is a Perfect Remedy for Pruritus and All Itching Skin Troubles.: [1062, 2097, 1204, 2131]
- paragraph: Extensive improvements and additional new buildings have been added to the park, thus making Dahomey Park one of the most magnificent exclusively colored pleasure parks in the United States, where our race may enjoy the same privileges as enjoyed by members of the other race, who operate white pleasure parks.: [544, 1846, 700, 1969]
- paragraph: "Dear family—If I dare call you so—write to Rundle and tell that land, come to Canton to see me when I get back if you care for me any longer.": [884, 1066, 1040, 1122]
- paragraph: The photograph galleries, the shooting galleries, souvenir stands, dancing auditoriums, roller skating rinks, the fifty-five hundred dollar merry-go-round, soda fountains, ice cream parlors, cane racks, cocktail lady racks, etc., daily attract thousands of our people.: [544, 1473, 700, 1573]
